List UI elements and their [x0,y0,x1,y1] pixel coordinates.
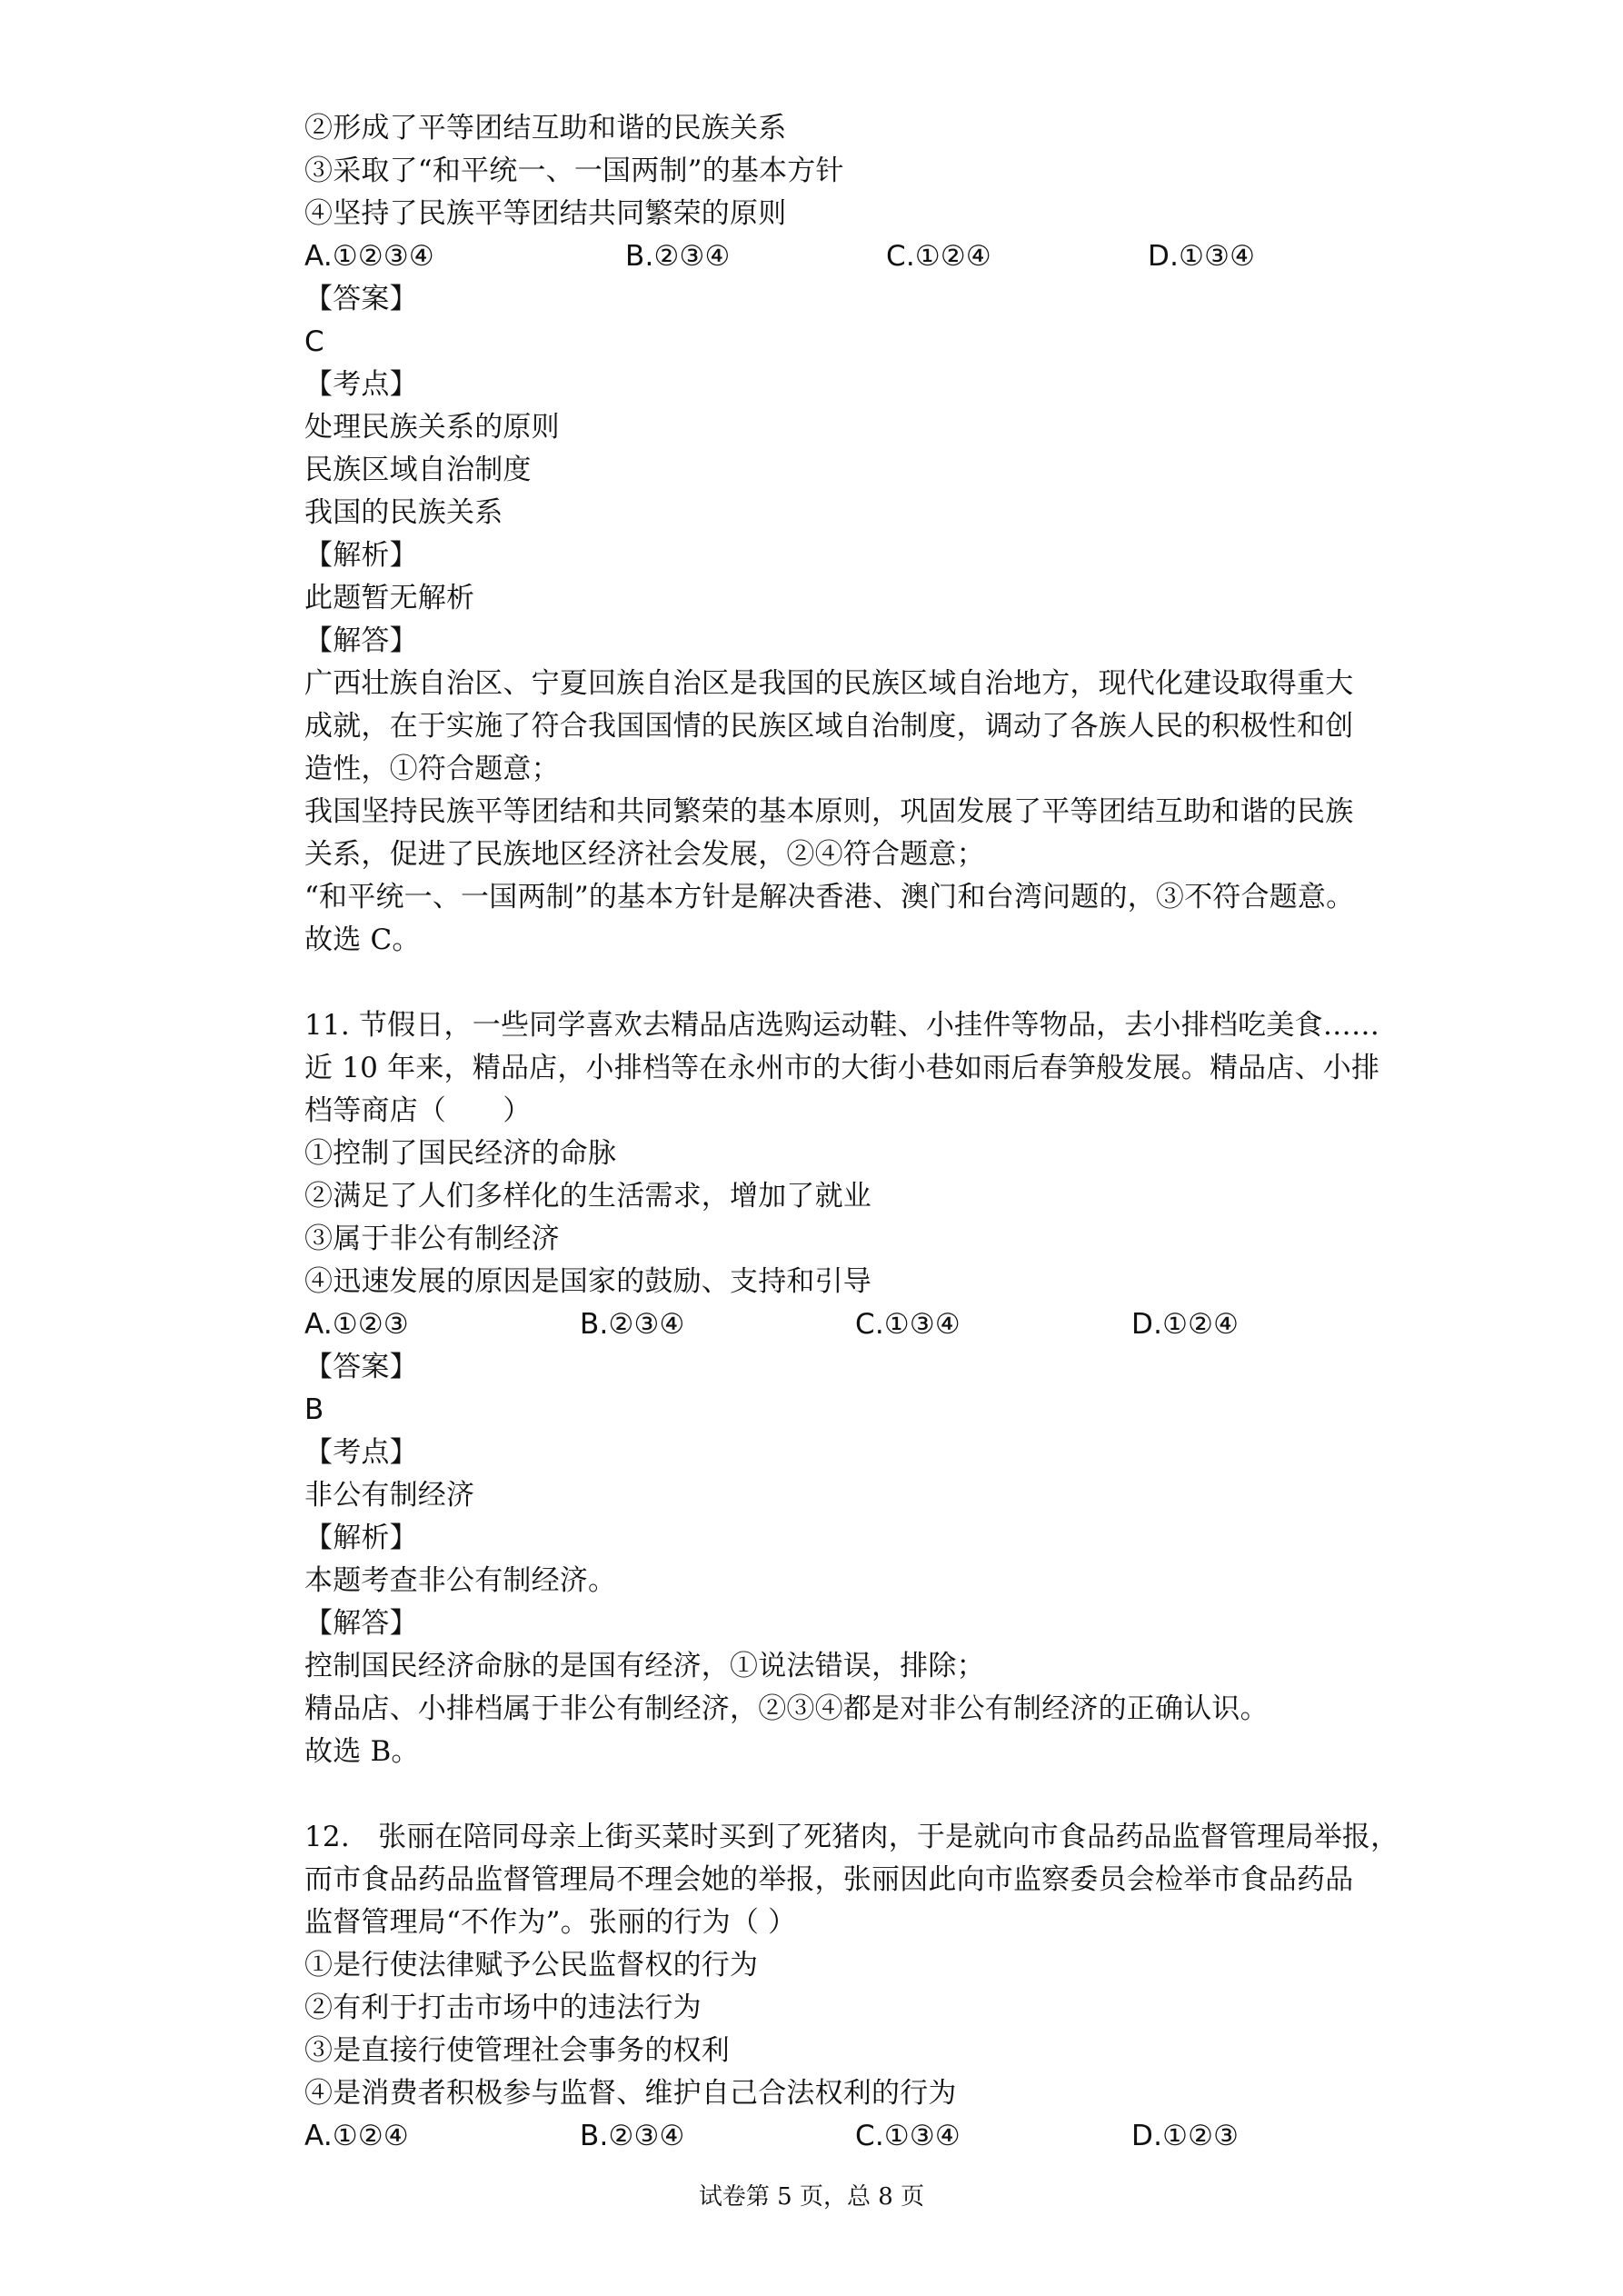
question-11 [304,1004,1395,1773]
answer-value: C [304,325,324,358]
answer-heading: 【答案】 [304,1351,418,1383]
page-content [304,107,1399,2158]
page-footer: 试卷第 5 页，总 8 页 [698,2183,925,2211]
option-b: B.②③④ [580,1308,685,1341]
question-stem: 近 10 年来，精品店，小排档等在永州市的大街小巷如雨后春笋般发展。精品店、小排 [304,1052,1380,1084]
kaodian-heading: 【考点】 [304,1436,418,1469]
jieda-text: 故选 B。 [304,1735,420,1768]
statement: ②形成了平等团结互助和谐的民族关系 [304,112,787,145]
question-stem: 而市食品药品监督管理局不理会她的举报，张丽因此向市监察委员会检举市食品药品 [304,1863,1354,1896]
jieda-text: 广西壮族自治区、宁夏回族自治区是我国的民族区域自治地方，现代化建设取得重大 [304,667,1354,700]
spacer [304,1773,1395,1816]
question-12 [304,1816,1399,2158]
kaodian-heading: 【考点】 [304,368,418,401]
statement: ③属于非公有制经济 [304,1223,560,1255]
statement: ④迅速发展的原因是国家的鼓励、支持和引导 [304,1265,871,1298]
jieda-text: 精品店、小排档属于非公有制经济，②③④都是对非公有制经济的正确认识。 [304,1692,1269,1725]
answer-options [304,235,1395,278]
option-c: C.①③④ [855,2120,961,2152]
option-a: A.①②③④ [304,240,434,273]
option-d: D.①②④ [1131,1308,1240,1341]
option-d: D.①③④ [1148,240,1256,273]
jieda-heading: 【解答】 [304,624,418,657]
answer-options [304,2115,1395,2158]
jieda-text: 我国坚持民族平等团结和共同繁荣的基本原则，巩固发展了平等团结互助和谐的民族 [304,795,1354,828]
answer-heading: 【答案】 [304,283,418,315]
statement: ④坚持了民族平等团结共同繁荣的原则 [304,197,787,230]
statement: ②满足了人们多样化的生活需求，增加了就业 [304,1180,871,1213]
jiexi-text: 本题考查非公有制经济。 [304,1564,617,1597]
question-stem: 档等商店（ ） [304,1094,532,1127]
jieda-text: 关系，促进了民族地区经济社会发展，②④符合题意； [304,838,985,871]
statement: ①是行使法律赋予公民监督权的行为 [304,1949,759,1982]
option-a: A.①②③ [304,1308,409,1341]
question-stem: 12. 张丽在陪同母亲上街买菜时买到了死猪肉，于是就向市食品药品监督管理局举报， [304,1821,1399,1853]
jieda-text: “和平统一、一国两制”的基本方针是解决香港、澳门和台湾问题的，③不符合题意。 [304,881,1355,913]
statement: ①控制了国民经济的命脉 [304,1137,617,1170]
jiexi-heading: 【解析】 [304,539,418,572]
kaodian-item: 非公有制经济 [304,1479,475,1512]
option-a: A.①②④ [304,2120,409,2152]
question-stem: 11. 节假日，一些同学喜欢去精品店选购运动鞋、小挂件等物品，去小排档吃美食…… [304,1009,1380,1042]
option-b: B.②③④ [625,240,731,273]
jieda-text: 成就，在于实施了符合我国国情的民族区域自治制度，调动了各族人民的积极性和创 [304,710,1354,743]
option-b: B.②③④ [580,2120,685,2152]
kaodian-item: 我国的民族关系 [304,496,503,529]
jieda-text: 故选 C。 [304,923,421,956]
statement: ②有利于打击市场中的违法行为 [304,1992,702,2024]
question-10-continued [304,107,1395,962]
kaodian-item: 处理民族关系的原则 [304,411,560,444]
question-stem: 监督管理局“不作为”。张丽的行为（ ） [304,1906,797,1939]
spacer [304,962,1395,1004]
statement: ③采取了“和平统一、一国两制”的基本方针 [304,155,844,187]
option-c: C.①②④ [886,240,991,273]
option-d: D.①②③ [1131,2120,1240,2152]
jiexi-heading: 【解析】 [304,1522,418,1554]
statement: ④是消费者积极参与监督、维护自己合法权利的行为 [304,2077,957,2110]
statement: ③是直接行使管理社会事务的权利 [304,2034,730,2067]
answer-value: B [304,1393,324,1426]
kaodian-item: 民族区域自治制度 [304,454,532,486]
jieda-text: 造性，①符合题意； [304,753,560,785]
jieda-text: 控制国民经济命脉的是国有经济，①说法错误，排除； [304,1650,985,1682]
answer-options [304,1303,1395,1346]
jieda-heading: 【解答】 [304,1607,418,1640]
option-c: C.①③④ [855,1308,961,1341]
jiexi-text: 此题暂无解析 [304,582,475,614]
